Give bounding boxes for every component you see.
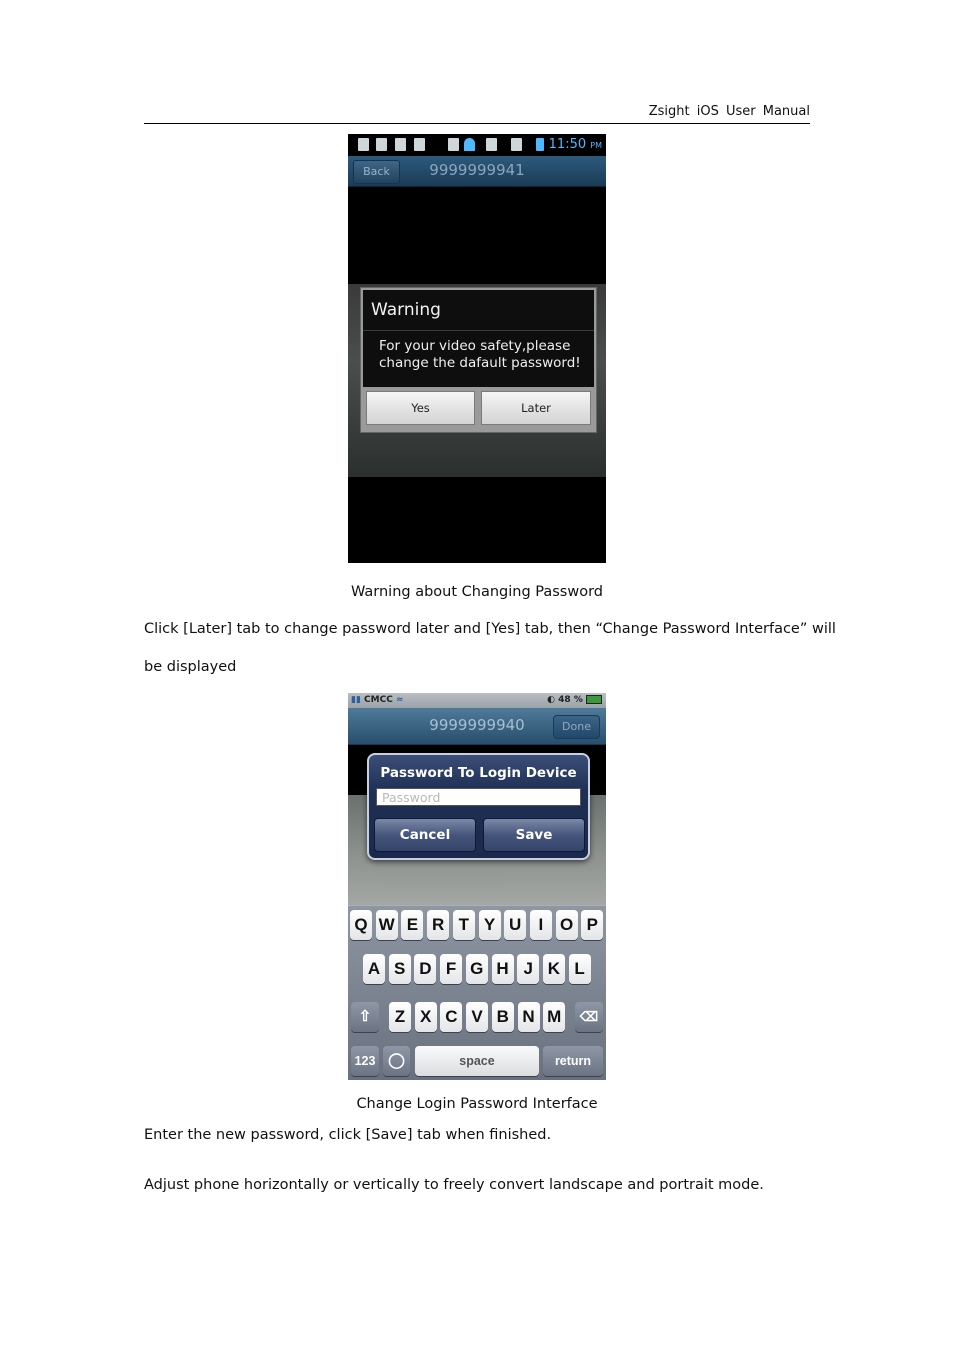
numbers-key[interactable]: 123	[351, 1046, 379, 1076]
key-a[interactable]: A	[363, 954, 385, 984]
image-icon	[395, 138, 406, 151]
yes-button[interactable]: Yes	[366, 391, 475, 425]
dialog-body	[363, 290, 594, 387]
dialog-message-line: For your video safety,please	[379, 338, 571, 354]
paragraph: Enter the new password, click [Save] tab when finished.	[144, 1127, 552, 1143]
figure-caption: Change Login Password Interface	[356, 1096, 598, 1112]
carrier-name: CMCC	[364, 695, 393, 705]
key-b[interactable]: B	[492, 1002, 514, 1032]
key-k[interactable]: K	[543, 954, 565, 984]
key-e[interactable]: E	[401, 910, 423, 940]
key-u[interactable]: U	[504, 910, 526, 940]
ios-keyboard	[348, 906, 606, 1080]
wifi-icon: ≈	[395, 695, 404, 705]
key-p[interactable]: P	[581, 910, 603, 940]
dialog-title: Warning	[371, 300, 441, 320]
battery-icon	[536, 138, 544, 151]
key-r[interactable]: R	[427, 910, 449, 940]
lock-rotation-icon: ◐	[547, 695, 556, 705]
android-warning-screenshot	[348, 134, 606, 563]
key-v[interactable]: V	[466, 1002, 488, 1032]
key-c[interactable]: C	[440, 1002, 462, 1032]
no-signal-icon	[448, 138, 459, 151]
key-o[interactable]: O	[556, 910, 578, 940]
key-w[interactable]: W	[376, 910, 398, 940]
shift-key[interactable]: ⇧	[351, 1002, 379, 1032]
key-x[interactable]: X	[415, 1002, 437, 1032]
return-key[interactable]: return	[543, 1046, 603, 1076]
usb-icon	[358, 138, 369, 151]
battery-icon	[586, 695, 602, 704]
screenshot-icon	[414, 138, 425, 151]
key-t[interactable]: T	[453, 910, 475, 940]
warning-dialog	[360, 287, 597, 433]
key-s[interactable]: S	[389, 954, 411, 984]
password-alert	[367, 753, 590, 860]
key-g[interactable]: G	[466, 954, 488, 984]
ios-password-screenshot	[348, 693, 606, 1080]
password-input[interactable]: Password	[376, 788, 581, 806]
android-icon	[376, 138, 387, 151]
dialog-message-line: change the dafault password!	[379, 355, 581, 371]
key-q[interactable]: Q	[350, 910, 372, 940]
key-l[interactable]: L	[569, 954, 591, 984]
device-id-title: 9999999940	[429, 716, 525, 734]
paragraph: Click [Later] tab to change password later and [Yes] tab, then “Change Password Interface” will	[144, 621, 836, 637]
nav-bar	[348, 708, 606, 745]
figure-caption: Warning about Changing Password	[350, 584, 604, 600]
paragraph: Adjust phone horizontally or vertically to freely convert landscape and portrait mode.	[144, 1177, 764, 1193]
manual-header-title: Zsight iOS User Manual	[648, 104, 810, 119]
carrier-label: ▮▮ CMCC ≈	[351, 695, 404, 705]
key-j[interactable]: J	[517, 954, 539, 984]
done-button[interactable]: Done	[553, 715, 600, 739]
wifi-icon	[464, 138, 475, 151]
battery-percent: 48 %	[558, 695, 583, 705]
key-n[interactable]: N	[518, 1002, 540, 1032]
key-d[interactable]: D	[414, 954, 436, 984]
key-h[interactable]: H	[492, 954, 514, 984]
back-button[interactable]: Back	[353, 160, 400, 184]
header-rule	[144, 123, 810, 124]
status-time	[549, 137, 602, 152]
status-time-value: 11:50	[548, 137, 587, 152]
nav-bar	[348, 156, 606, 187]
status-ampm: PM	[590, 141, 602, 150]
ios-status-bar	[348, 693, 606, 708]
android-status-bar	[348, 134, 606, 156]
key-y[interactable]: Y	[479, 910, 501, 940]
sim-icon	[511, 138, 522, 151]
save-button[interactable]: Save	[483, 818, 585, 852]
device-id-title: 9999999941	[429, 161, 525, 179]
globe-key[interactable]: ◯	[383, 1046, 410, 1076]
key-z[interactable]: Z	[389, 1002, 411, 1032]
space-key[interactable]: space	[415, 1046, 539, 1076]
key-i[interactable]: I	[530, 910, 552, 940]
dialog-divider	[363, 330, 594, 331]
dialog-message	[379, 338, 589, 372]
backspace-key[interactable]: ⌫	[575, 1002, 603, 1032]
cancel-button[interactable]: Cancel	[374, 818, 476, 852]
battery-label	[547, 695, 602, 705]
key-m[interactable]: M	[543, 1002, 565, 1032]
sim-icon	[486, 138, 497, 151]
later-button[interactable]: Later	[481, 391, 591, 425]
key-f[interactable]: F	[440, 954, 462, 984]
paragraph: be displayed	[144, 659, 237, 675]
alert-title: Password To Login Device	[380, 765, 577, 781]
